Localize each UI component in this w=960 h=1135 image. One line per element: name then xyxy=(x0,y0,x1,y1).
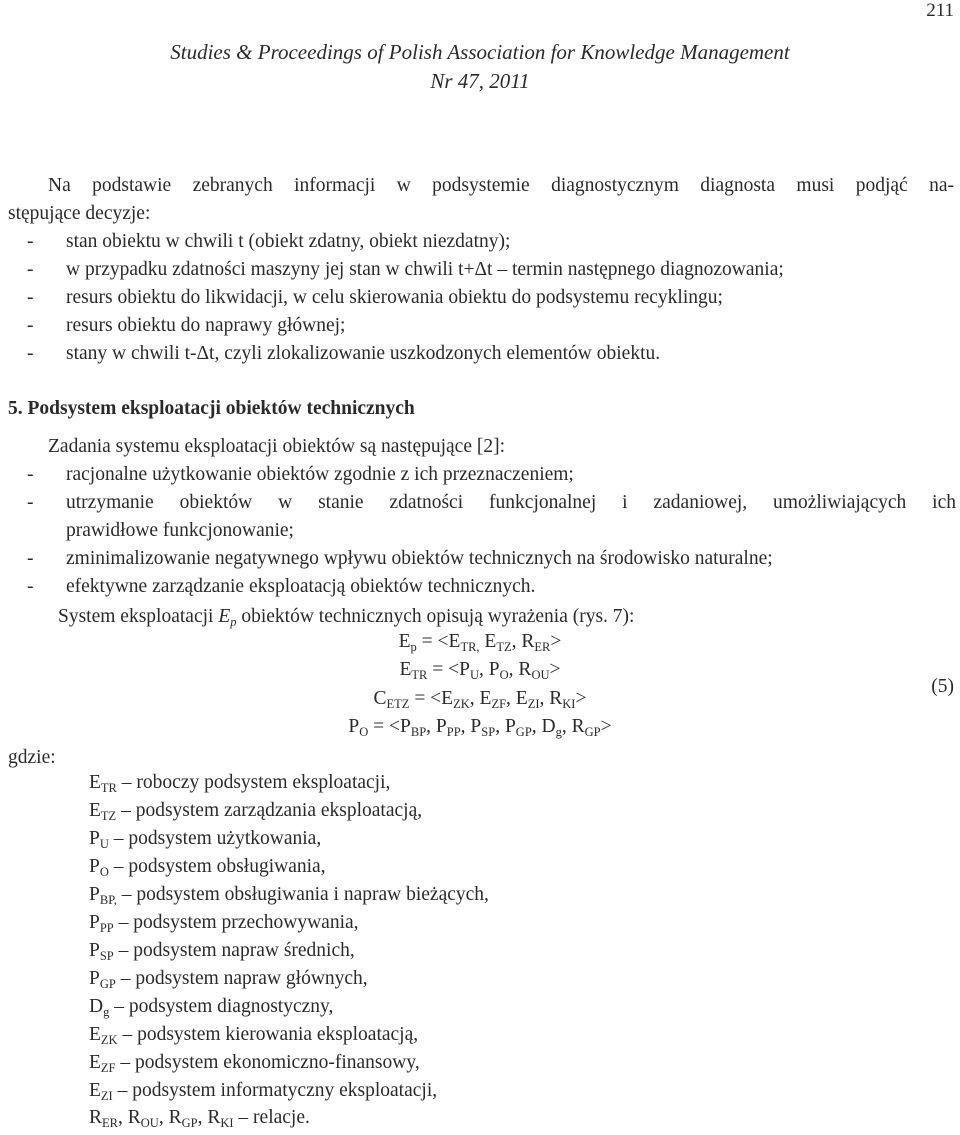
legend-item: $P_{BP,}$ – podsystem obsługiwania i napraw bieżących, xyxy=(89,884,489,907)
legend-item: $P_U$ – podsystem użytkowania, xyxy=(89,828,322,851)
legend-item: $P_{GP}$ – podsystem napraw głównych, xyxy=(89,968,368,991)
where-label: gdzie: xyxy=(8,747,56,768)
legend-item: $P_O$ – podsystem obsługiwania, xyxy=(89,856,326,879)
legend-relations: $R_{ER}$, $R_{OU}$, $R_{GP}$, $R_{KI}$ – relacje. xyxy=(89,1107,310,1130)
legend-item: $E_{TR}$ – roboczy podsystem eksploatacji, xyxy=(89,772,391,795)
page-number: 211 xyxy=(926,0,954,21)
journal-issue: Nr 47, 2011 xyxy=(430,69,530,93)
equation-po: $P_O = <P_{BP}$, $P_{PP}$, $P_{SP}$, $P_{GP}$, $D_g$, $R_{GP}>$ xyxy=(348,716,612,739)
system-sentence: System eksploatacji $E_p$ obiektów technicznych opisują wyrażenia (rys. 7): xyxy=(58,606,635,629)
legend-item: $E_{TZ}$ – podsystem zarządzania eksploatacją, xyxy=(89,800,423,823)
section-intro: Zadania systemu eksploatacji obiektów są następujące [2]: xyxy=(48,436,506,457)
legend-item: $P_{PP}$ – podsystem przechowywania, xyxy=(89,912,359,935)
equation-ep: $E_p = <E_{TR,}$ $E_{TZ}$, $R_{ER}>$ xyxy=(398,631,562,654)
intro-line-2: stępujące decyzje: xyxy=(8,203,151,224)
legend-item: $P_{SP}$ – podsystem napraw średnich, xyxy=(89,940,355,963)
legend-item: $E_{ZF}$ – podsystem ekonomiczno-finansowy, xyxy=(89,1052,420,1075)
legend-item: $E_{ZI}$ – podsystem informatyczny eksploatacji, xyxy=(89,1080,438,1103)
equation-cetz: $C_{ETZ} = <E_{ZK}$, $E_{ZF}$, $E_{ZI}$, $R_{KI}>$ xyxy=(373,688,587,711)
legend-item: $E_{ZK}$ – podsystem kierowania eksploatacją, xyxy=(89,1024,419,1047)
section-heading: 5. Podsystem eksploatacji obiektów technicznych xyxy=(8,398,415,419)
equation-number: (5) xyxy=(931,676,954,697)
legend-item: $D_g$ – podsystem diagnostyczny, xyxy=(89,996,334,1019)
equation-etr: $E_{TR} = <P_U$, $P_O$, $R_{OU}>$ xyxy=(399,659,561,682)
journal-title: Studies & Proceedings of Polish Association for Knowledge Management xyxy=(170,40,790,64)
intro-line-1: Na podstawie zebranych informacji w podsystemie diagnostycznym diagnosta musi podjąć na- xyxy=(48,175,954,196)
